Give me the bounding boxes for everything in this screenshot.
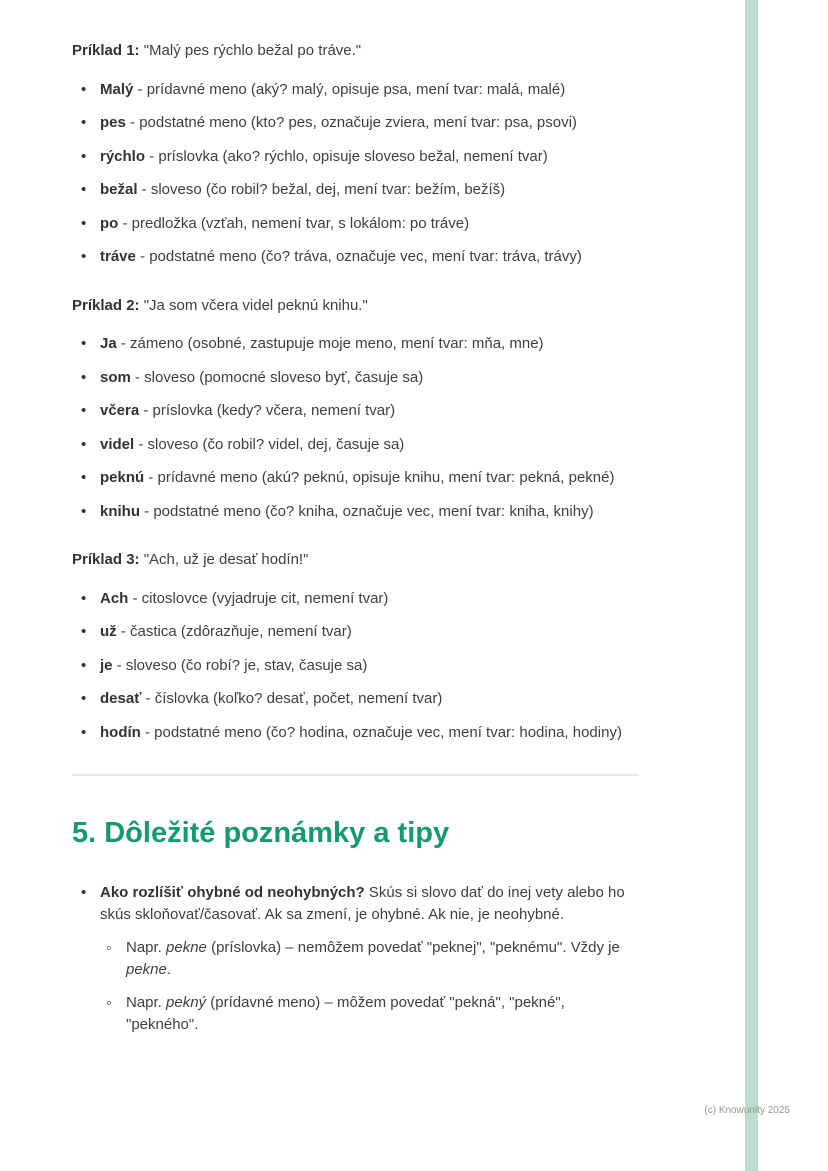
term: Malý <box>100 80 134 98</box>
example-3-list <box>72 588 639 745</box>
example-1-heading <box>72 40 639 63</box>
term: peknú <box>100 469 145 486</box>
term: bežal <box>100 181 138 198</box>
list-item <box>72 621 639 644</box>
term: pes <box>100 114 126 131</box>
list-item <box>72 400 639 423</box>
term-desc: - podstatné meno (kto? pes, označuje zviera, mení tvar: psa, psovi) <box>125 114 577 131</box>
tip-text: Skús si slovo dať do inej vety alebo ho skús skloňovať/časovať. Ak sa zmení, je ohybné. Ak nie, je neohybné. <box>100 883 625 923</box>
subtip-item <box>100 937 639 982</box>
example-2-list <box>72 333 639 523</box>
list-item <box>72 688 639 711</box>
term: už <box>100 623 117 640</box>
example-3-sentence: "Ach, už je desať hodín!" <box>143 551 309 568</box>
subtip-italic: pekne <box>166 938 207 956</box>
term-desc: - sloveso (čo robil? bežal, dej, mení tvar: bežím, bežíš) <box>137 181 506 198</box>
term-desc: - prídavné meno (aký? malý, opisuje psa, mení tvar: malá, malé) <box>133 80 566 98</box>
list-item <box>72 179 639 202</box>
list-item <box>72 333 639 356</box>
list-item <box>72 434 639 457</box>
list-item <box>72 367 639 390</box>
subtip-text: Napr. <box>126 993 167 1011</box>
term: Ach <box>100 589 129 607</box>
copyright-footer: (c) Knowunity 2025 <box>704 1105 790 1116</box>
tip-item <box>72 882 639 1037</box>
term-desc: - podstatné meno (čo? tráva, označuje vec, mení tvar: tráva, trávy) <box>135 248 582 265</box>
term-desc: - prídavné meno (akú? peknú, opisuje knihu, mení tvar: pekná, pekné) <box>144 469 615 486</box>
term: videl <box>100 435 135 453</box>
example-3-label: Príklad 3: <box>72 551 140 568</box>
term-desc: - predložka (vzťah, nemení tvar, s lokálom: po tráve) <box>118 214 470 232</box>
subtip-text: . <box>166 961 172 978</box>
term-desc: - príslovka (kedy? včera, nemení tvar) <box>139 402 396 419</box>
list-item <box>72 246 639 269</box>
term: je <box>100 656 113 674</box>
list-item <box>72 213 639 236</box>
example-1-list <box>72 79 639 269</box>
tip-bold: Ako rozlíšiť ohybné od neohybných? <box>100 883 365 901</box>
subtip-italic: pekný <box>166 993 207 1011</box>
list-item <box>72 112 639 135</box>
term: knihu <box>100 502 140 520</box>
list-item <box>72 588 639 611</box>
term: včera <box>100 402 140 419</box>
term-desc: - častica (zdôrazňuje, nemení tvar) <box>116 623 352 640</box>
term-desc: - sloveso (čo robí? je, stav, časuje sa) <box>112 656 368 674</box>
list-item <box>72 501 639 524</box>
term-desc: - číslovka (koľko? desať, počet, nemení tvar) <box>141 690 443 707</box>
term-desc: - sloveso (čo robil? videl, dej, časuje sa) <box>134 435 405 453</box>
term-desc: - príslovka (ako? rýchlo, opisuje sloveso bežal, nemení tvar) <box>145 147 548 165</box>
term-desc: - citoslovce (vyjadruje cit, nemení tvar) <box>128 589 389 607</box>
term: desať <box>100 690 142 707</box>
example-1-label: Príklad 1: <box>72 42 140 59</box>
section-divider <box>72 774 639 776</box>
example-3-heading <box>72 549 639 572</box>
term-desc: - podstatné meno (čo? hodina, označuje vec, mení tvar: hodina, hodiny) <box>140 723 622 741</box>
subtip-item <box>100 992 639 1037</box>
list-item <box>72 655 639 678</box>
section-5-title: 5. Dôležité poznámky a tipy <box>72 817 450 849</box>
term: po <box>100 214 119 232</box>
tip-sublist <box>100 937 639 1037</box>
list-item <box>72 722 639 745</box>
list-item <box>72 79 639 102</box>
tips-list <box>72 882 639 1037</box>
term-desc: - sloveso (pomocné sloveso byť, časuje sa) <box>130 368 424 386</box>
example-1-sentence: "Malý pes rýchlo bežal po tráve." <box>143 42 362 59</box>
list-item <box>72 467 639 490</box>
term: hodín <box>100 723 141 741</box>
term: som <box>100 368 131 386</box>
example-2-heading <box>72 295 639 318</box>
example-2-sentence: "Ja som včera videl peknú knihu." <box>143 296 368 314</box>
subtip-text: (príslovka) – nemôžem povedať "peknej", "peknému". Vždy je <box>206 938 620 956</box>
term-desc: - podstatné meno (čo? kniha, označuje vec, mení tvar: kniha, knihy) <box>140 502 594 520</box>
subtip-text: Napr. <box>126 938 167 956</box>
right-accent-bar <box>745 0 758 1171</box>
term: rýchlo <box>100 147 146 165</box>
subtip-italic: pekne <box>126 961 167 978</box>
list-item <box>72 146 639 169</box>
term: tráve <box>100 248 136 265</box>
document-content <box>72 40 639 1048</box>
example-2-label: Príklad 2: <box>72 296 140 314</box>
subtip-text: (prídavné meno) – môžem povedať "pekná", "pekné", "pekného". <box>126 993 565 1033</box>
term: Ja <box>100 335 117 352</box>
term-desc: - zámeno (osobné, zastupuje moje meno, mení tvar: mňa, mne) <box>116 335 544 352</box>
